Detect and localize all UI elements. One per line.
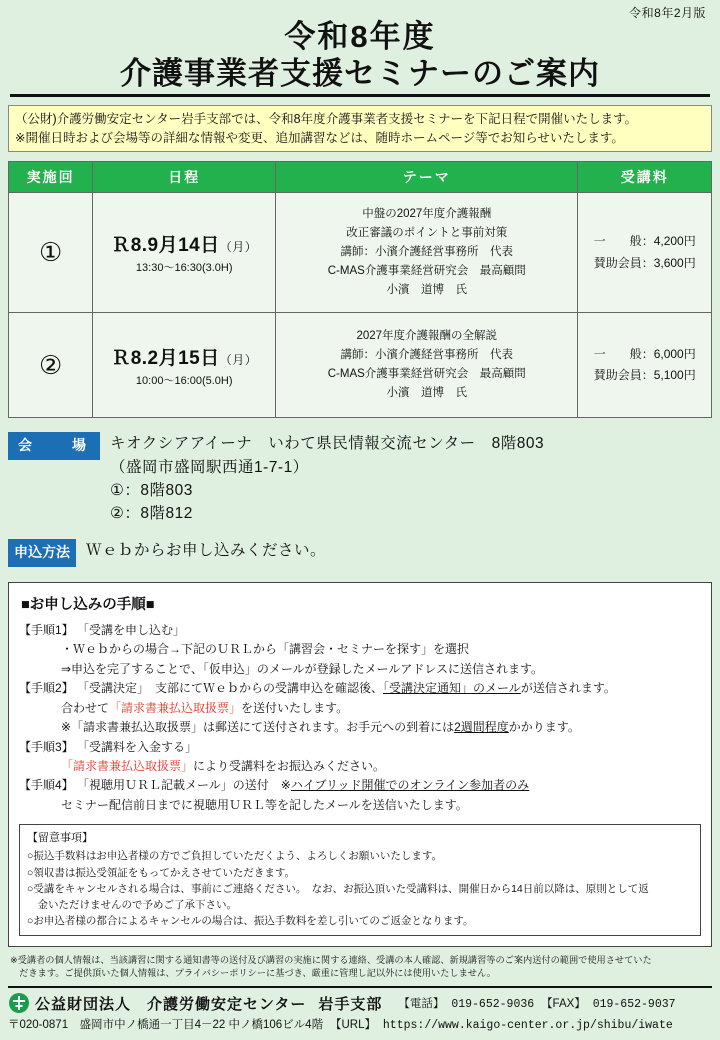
tel-label: 【電話】 (398, 998, 445, 1011)
notes-box (19, 824, 701, 935)
procedure-step-1-detail-2: ⇒申込を完了することで、「仮申込」のメールが登録したメールアドレスに送信されます。 (61, 661, 544, 676)
venue-section (8, 432, 712, 525)
contact-line (398, 995, 675, 1011)
note-item: ○領収書は振込受領証をもってかえさせていただきます。 (27, 866, 296, 879)
row-2-date-time: 10:00〜16:00(5.0H) (135, 374, 233, 387)
venue-line-4: ②：8階812 (110, 505, 193, 523)
tel-number: 019-652-9036 (451, 998, 535, 1012)
apply-section (8, 539, 712, 567)
apply-tag: 申込方法 (8, 539, 76, 567)
note-item: ○お申込者様の都合によるキャンセルの場合は、振込手数料を差し引いてのご返金となります。 (27, 915, 474, 928)
row-1-date (93, 193, 276, 313)
title-line-2: 介護事業者支援セミナーのご案内 (10, 55, 710, 97)
row-1-fee (578, 193, 712, 313)
column-header-fee: 受講料 (578, 162, 712, 193)
procedure-step-3-detail-1: 「請求書兼払込取扱票」により受講料をお振込みください。 (61, 758, 386, 773)
venue-line-1: キオクシアアイーナ いわて県民情報交流センター 8階803 (110, 435, 545, 453)
privacy-note (8, 954, 712, 981)
venue-tag: 会 場 (8, 432, 100, 460)
organization-name (35, 993, 382, 1014)
organization-branch: 岩手支部 (318, 995, 383, 1013)
row-1-theme-line-3: 講師：小濱介護経営事務所 代表 (340, 246, 514, 259)
privacy-note-line-2: だきます。ご提供頂いた個人情報は、プライバシーポリシーに基づき、厳重に管理し記以外には使用いたしません。 (10, 968, 496, 979)
row-2-fee-member: 賛助会員：5,100円 (593, 368, 696, 383)
row-2-no: ② (9, 313, 93, 418)
row-2-date (93, 313, 276, 418)
footer (8, 986, 712, 1032)
venue-line-2: （盛岡市盛岡駅西通1-7-1） (110, 458, 309, 476)
note-item: ○受講をキャンセルされる場合は、事前にご連絡ください。 なお、お振込頂いた受講料は、開催日から14日前以降は、原則として返 (27, 882, 649, 895)
procedure-step-2-detail-1: 合わせて「請求書兼払込取扱票」を送付いたします。 (61, 700, 349, 715)
table-row (9, 313, 712, 418)
url-label: 【URL】 (329, 1019, 376, 1032)
procedure-step-3-text: 「受講料を入金する」 (77, 739, 198, 754)
schedule-table (8, 161, 712, 418)
row-1-fee-general: 一 般：4,200円 (593, 234, 696, 249)
notice-line-1: （公財)介護労働安定センター岩手支部では、令和8年度介護事業者支援セミナーを下記日程で開催いたします。 (15, 111, 638, 126)
row-2-fee (578, 313, 712, 418)
column-header-theme: テーマ (276, 162, 578, 193)
procedure-step-4-detail-1: セミナー配信前日までに視聴用ＵＲＬ等を記したメールを送信いたします。 (61, 797, 468, 812)
issue-date: 令和8年2月版 (629, 6, 706, 20)
note-item: ○振込手数料はお申込者様の方でご負担していただくよう、よろしくお願いいたします。 (27, 850, 443, 863)
row-1-fee-member: 賛助会員：3,600円 (593, 255, 696, 270)
procedure-step-4-label: 【手順4】 (19, 778, 74, 793)
row-1-date-weekday: （月） (219, 240, 258, 255)
column-header-no: 実施回 (9, 162, 93, 193)
row-2-date-main: Ｒ8.2月15日 (111, 347, 220, 369)
footer-address (8, 1016, 712, 1032)
procedure-step-2 (19, 679, 701, 698)
column-header-date: 日程 (93, 162, 276, 193)
procedure-step-1-label: 【手順1】 (19, 622, 74, 637)
note-item: 金いただけませんので予めご了承下さい。 (27, 899, 237, 912)
procedure-step-4 (19, 776, 701, 795)
row-2-fee-general: 一 般：6,000円 (593, 346, 696, 361)
row-1-date-time: 13:30〜16:30(3.0H) (135, 262, 233, 275)
url-value[interactable]: https://www.kaigo-center.or.jp/shibu/iwate (382, 1019, 673, 1033)
row-1-no: ① (9, 193, 93, 313)
postal-address: 〒020-0871 盛岡市中ノ橋通一丁目4－22 中ノ橋106ビル4階 (8, 1019, 324, 1032)
row-2-theme-line-2: 講師：小濱介護経営事務所 代表 (340, 349, 514, 362)
row-2-theme-line-1: 2027年度介護報酬の全解説 (356, 330, 498, 343)
row-2-date-weekday: （月） (219, 352, 258, 367)
fax-label: 【FAX】 (541, 998, 586, 1011)
procedure-title: ■お申し込みの手順■ (21, 596, 155, 613)
venue-text (110, 432, 544, 525)
row-1-theme-line-5: 小濱 道博 氏 (386, 284, 468, 297)
organization-logo-icon (8, 992, 30, 1014)
row-1-theme-line-2: 改正審議のポイントと事前対策 (346, 227, 508, 240)
row-1-date-main: Ｒ8.9月14日 (111, 235, 220, 257)
procedure-step-1 (19, 621, 701, 640)
row-1-theme (276, 193, 578, 313)
row-2-theme-line-3: C-MAS介護事業経営研究会 最高顧問 (327, 368, 526, 381)
procedure-step-4-text: 「視聴用ＵＲＬ記載メール」の送付 ※ハイブリッド開催でのオンライン参加者のみ (77, 778, 530, 793)
procedure-step-3-label: 【手順3】 (19, 739, 74, 754)
table-header-row (9, 162, 712, 193)
row-1-theme-line-1: 中盤の2027年度介護報酬 (362, 208, 492, 221)
venue-line-3: ①：8階803 (110, 481, 193, 499)
procedure-step-2-label: 【手順2】 (19, 681, 74, 696)
procedure-step-1-text: 「受講を申し込む」 (77, 622, 186, 637)
procedure-step-2-text: 「受講決定」 支部にてＷｅｂからの受講申込を確認後、「受講決定通知」のメールが送信されます。 (77, 681, 616, 696)
notes-title: 【留意事項】 (27, 832, 93, 845)
apply-text: Ｗｅｂからお申し込みください。 (86, 542, 327, 560)
table-row (9, 193, 712, 313)
notice-box (8, 105, 712, 153)
fax-number: 019-652-9037 (592, 998, 676, 1012)
procedure-box (8, 582, 712, 947)
privacy-note-line-1: ※受講者の個人情報は、当該講習に関する通知書等の送付及び講習の実施に関する連絡、受講の本人確認、新規講習等のご案内送付の範囲で使用させていた (10, 954, 652, 965)
title-block (8, 19, 712, 97)
organization-name-text: 公益財団法人 介護労働安定センター (35, 995, 307, 1013)
title-line-1: 令和8年度 (284, 19, 436, 54)
procedure-step-3 (19, 738, 701, 757)
row-1-theme-line-4: C-MAS介護事業経営研究会 最高顧問 (327, 265, 526, 278)
procedure-step-2-detail-2: ※「請求書兼払込取扱票」は郵送にて送付されます。お手元への到着には2週間程度かかります。 (61, 720, 580, 735)
procedure-step-1-detail-1: ・Ｗｅｂからの場合→下記のＵＲＬから「講習会・セミナーを探す」を選択 (61, 642, 470, 657)
row-2-theme (276, 313, 578, 418)
notice-line-2: ※開催日時および会場等の詳細な情報や変更、追加講習などは、随時ホームページ等でお知らせいたします。 (15, 130, 624, 145)
row-2-theme-line-4: 小濱 道博 氏 (386, 387, 468, 400)
